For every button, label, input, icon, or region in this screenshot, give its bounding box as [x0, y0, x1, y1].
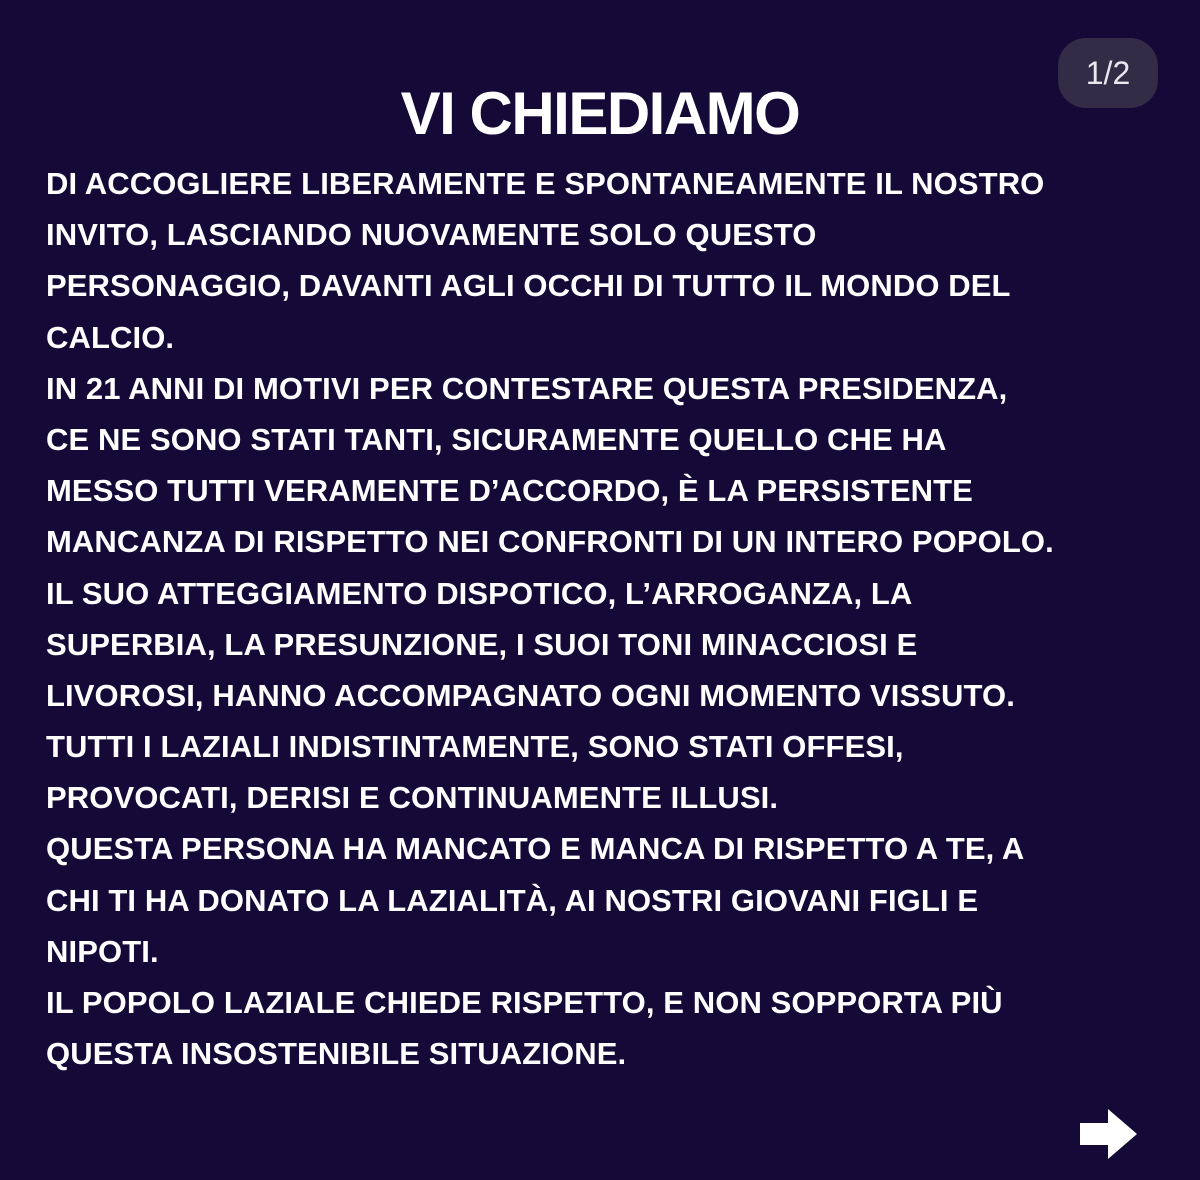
- body-line: TUTTI I LAZIALI INDISTINTAMENTE, SONO STATI OFFESI,: [46, 729, 904, 765]
- body-line: NIPOTI.: [46, 933, 159, 969]
- body-line: QUESTA INSOSTENIBILE SITUAZIONE.: [46, 1036, 627, 1072]
- body-line: MANCANZA DI RISPETTO NEI CONFRONTI DI UN INTERO POPOLO.: [46, 524, 1054, 560]
- body-line: PROVOCATI, DERISI E CONTINUAMENTE ILLUSI.: [46, 780, 779, 816]
- body-line: IL POPOLO LAZIALE CHIEDE RISPETTO, E NON SOPPORTA PIÙ: [46, 985, 1003, 1020]
- page-counter-label: 1/2: [1085, 55, 1131, 91]
- next-slide-button[interactable]: [1078, 1106, 1140, 1162]
- body-line: PERSONAGGIO, DAVANTI AGLI OCCHI DI TUTTO IL MONDO DEL: [46, 268, 1011, 304]
- body-line: DI ACCOGLIERE LIBERAMENTE E SPONTANEAMENTE IL NOSTRO: [46, 166, 1045, 201]
- body-line: SUPERBIA, LA PRESUNZIONE, I SUOI TONI MINACCIOSI E: [46, 626, 918, 662]
- body-line: CE NE SONO STATI TANTI, SICURAMENTE QUELLO CHE HA: [46, 421, 947, 457]
- body-line: INVITO, LASCIANDO NUOVAMENTE SOLO QUESTO: [46, 217, 817, 253]
- body-line: CALCIO.: [46, 319, 175, 355]
- body-line: CHI TI HA DONATO LA LAZIALITÀ, AI NOSTRI GIOVANI FIGLI E: [46, 882, 979, 918]
- body-line: LIVOROSI, HANNO ACCOMPAGNATO OGNI MOMENTO VISSUTO.: [46, 677, 1015, 713]
- slide-title: VI CHIEDIAMO: [400, 80, 800, 147]
- body-line: QUESTA PERSONA HA MANCATO E MANCA DI RISPETTO A TE, A: [46, 831, 1025, 867]
- slide-body: [46, 158, 1166, 1079]
- body-line: MESSO TUTTI VERAMENTE D’ACCORDO, È LA PERSISTENTE: [46, 473, 973, 509]
- body-line: IL SUO ATTEGGIAMENTO DISPOTICO, L’ARROGANZA, LA: [46, 575, 913, 611]
- body-line: IN 21 ANNI DI MOTIVI PER CONTESTARE QUESTA PRESIDENZA,: [46, 370, 1008, 406]
- arrow-right-icon: [1078, 1106, 1140, 1162]
